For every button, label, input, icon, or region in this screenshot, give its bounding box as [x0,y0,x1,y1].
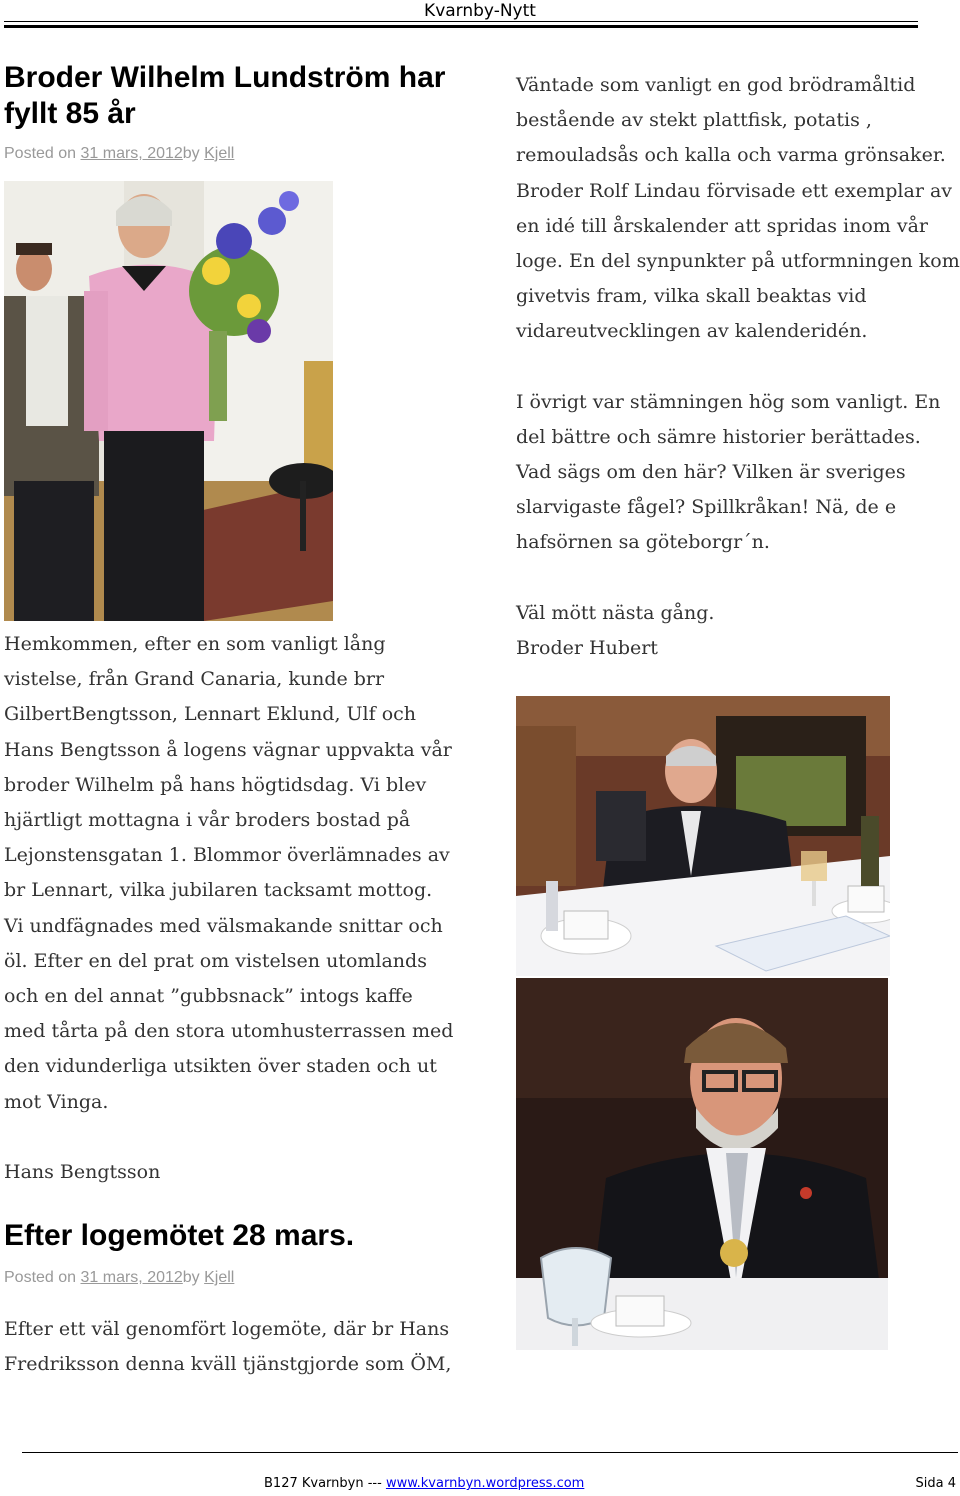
header-rule-thin [4,21,918,22]
photo-graphic-3 [516,978,888,1350]
post-signature: Hans Bengtsson [4,1160,161,1183]
footer-website-link[interactable]: www.kvarnbyn.wordpress.com [385,1476,585,1491]
author-link-2[interactable]: Kjell [204,1269,235,1287]
right-signature: Broder Hubert [516,636,658,659]
footer-text: B127 Kvarnbyn --- www.kvarnbyn.wordpress.com [264,1476,585,1491]
footer-rule [22,1452,958,1453]
author-link[interactable]: Kjell [204,145,235,162]
photo-birthday-flowers [4,181,333,621]
header-rule-thick [4,25,918,28]
left-column [4,60,454,1382]
photo-portrait [516,978,888,1350]
photo-graphic [4,181,333,621]
post-date-link[interactable]: 31 mars, 2012 [80,145,183,162]
post-title[interactable]: Broder Wilhelm Lundström har fyllt 85 år [4,61,446,130]
post-title-2[interactable]: Efter logemötet 28 mars. [4,1219,355,1253]
photo-graphic-2 [516,696,890,976]
post-date-link-2[interactable]: 31 mars, 2012 [80,1269,183,1287]
page-footer [0,1476,960,1496]
page-number: Sida 4 [915,1476,956,1491]
right-closing: Väl mött nästa gång. [516,601,715,624]
post-paragraph-2: Efter ett väl genomfört logemöte, där br Hans Fredriksson denna kväll tjänstgjorde som ÖM, [4,1318,452,1376]
post-meta: Posted on 31 mars, 2012by Kjell [4,145,235,162]
right-paragraph-2: I övrigt var stämningen hög som vanligt. En del bättre och sämre historier berättades. Vad sägs om den här? Vilken är sveriges slarvigaste fågel? Spillkråkan! Nä, de e hafsörnen sa göteborgr´n. [516,390,941,554]
right-column [516,68,960,1350]
post-meta-2: Posted on 31 mars, 2012by Kjell [4,1269,235,1287]
running-header: Kvarnby-Nytt [424,1,536,21]
right-paragraph-1: Väntade som vanligt en god brödramåltid bestående av stekt plattfisk, potatis , remouladsås och kalla och varma grönsaker. Broder Rolf Lindau förvisade ett exemplar av en idé till årskalender att spridas inom vår loge. En del synpunkter på utformningen kom givetvis fram, vilka skall beaktas vid vidareutvecklingen av kalenderidén. [516,74,960,343]
photo-dinner-table [516,696,890,976]
post-paragraph: Hemkommen, efter en som vanligt lång vistelse, från Grand Canaria, kunde brr GilbertBengtsson, Lennart Eklund, Ulf och Hans Bengtsson å logens vägnar uppvakta vår broder Wilhelm på hans högtidsdag. Vi blev hjärtligt mottagna i vår broders bostad på Lejonstensgatan 1. Blommor överlämnades av br Lennart, vilka jubilaren tacksamt mottog. Vi undfägnades med välsmakande snittar och öl. Efter en del prat om vistelsen utomlands och en del annat ”gubbsnack” intogs kaffe med tårta på den stora utomhusterrassen med den vidunderliga utsikten över staden och ut mot Vinga. [4,633,454,1113]
